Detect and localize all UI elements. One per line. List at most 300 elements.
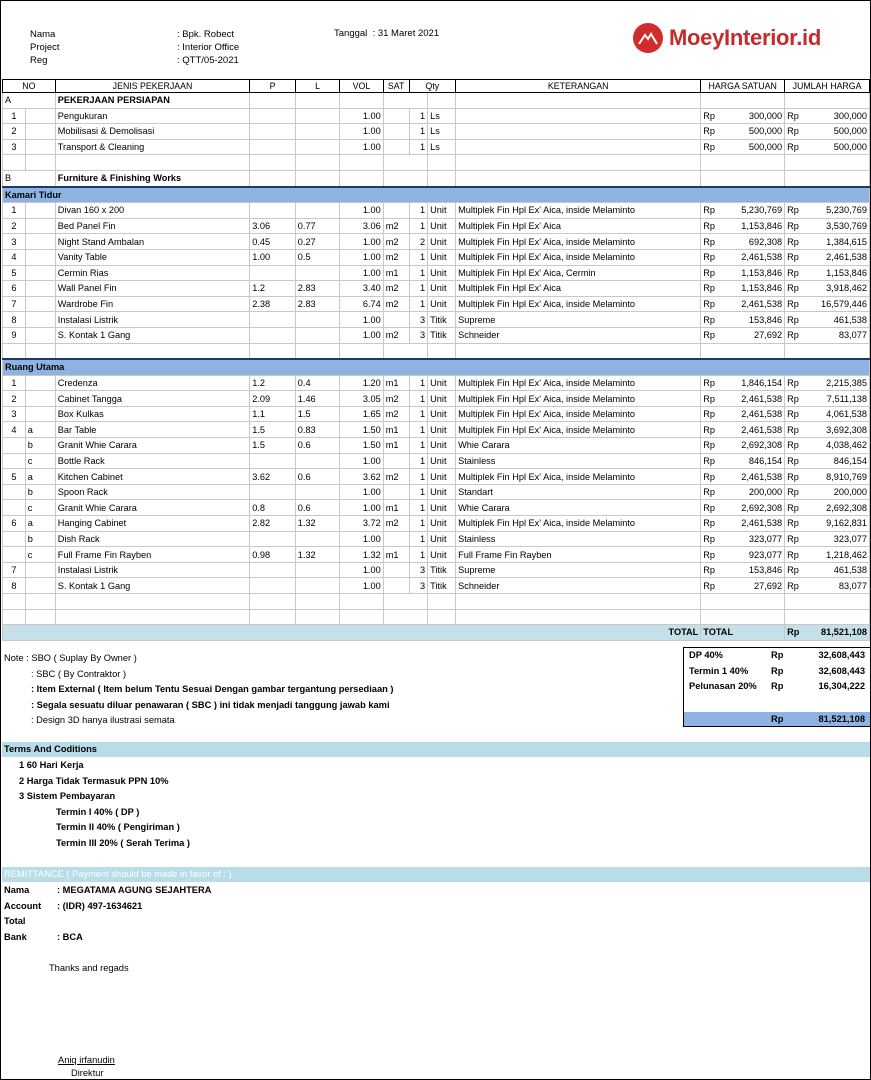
item-unit: Ls: [428, 124, 456, 140]
jumlah-harga-value: 500,000: [833, 142, 867, 153]
item-qty: 1: [409, 453, 428, 469]
harga-satuan-value: 2,461,538: [741, 299, 783, 310]
payment-schedule-box: [683, 647, 871, 727]
table-cell: [785, 170, 870, 186]
item-p: 3.06: [250, 218, 296, 234]
item-no: [3, 531, 26, 547]
item-p: 0.8: [250, 500, 296, 516]
item-l: [295, 139, 339, 155]
item-sub: [25, 391, 55, 407]
jumlah-harga-value: 1,218,462: [826, 549, 867, 560]
item-sub: [25, 139, 55, 155]
item-keterangan: Multiplek Fin Hpl Ex' Aica, inside Melaminto: [456, 234, 701, 250]
jumlah-harga-value: 9,162,831: [826, 518, 867, 529]
item-qty: 2: [409, 234, 428, 250]
item-harga-satuan: [701, 218, 785, 234]
remit-bank-value: : BCA: [57, 931, 83, 942]
payment-value: 32,608,443: [818, 665, 865, 676]
harga-satuan-value: 153,846: [748, 565, 783, 576]
item-sub: [25, 249, 55, 265]
item-sub: c: [25, 453, 55, 469]
payment-row: [684, 679, 870, 695]
currency: Rp: [787, 627, 800, 638]
item-sat: [383, 484, 409, 500]
item-desc: Cabinet Tangga: [55, 391, 250, 407]
harga-satuan-value: 5,230,769: [741, 205, 783, 216]
table-cell: [340, 594, 383, 610]
item-qty: 1: [409, 124, 428, 140]
item-jumlah-harga: [785, 438, 870, 454]
item-no: 2: [3, 218, 26, 234]
table-row: [3, 453, 870, 469]
item-unit: Unit: [428, 500, 456, 516]
item-sub: [25, 327, 55, 343]
item-sat: m2: [383, 296, 409, 312]
currency: Rp: [703, 565, 716, 576]
currency: Rp: [787, 377, 799, 388]
table-cell: [3, 609, 26, 625]
terms-subitem: Termin II 40% ( Pengiriman ): [56, 822, 180, 832]
item-keterangan: Stainless: [456, 453, 701, 469]
table-cell: [428, 343, 456, 359]
item-sat: [383, 108, 409, 124]
currency: Rp: [703, 283, 716, 294]
item-sat: m2: [383, 516, 409, 532]
item-desc: Mobilisasi & Demolisasi: [55, 124, 250, 140]
jumlah-harga-value: 2,461,538: [826, 252, 867, 263]
item-jumlah-harga: [785, 484, 870, 500]
item-sat: m1: [383, 375, 409, 391]
note-line: : Item External ( Item belum Tentu Sesuai Dengan gambar tergantung persediaan ): [31, 684, 394, 694]
payment-total-row: [684, 712, 870, 726]
total-label-2: TOTAL: [701, 625, 785, 641]
table-row: [3, 327, 870, 343]
item-no: 3: [3, 406, 26, 422]
harga-satuan-value: 2,461,538: [741, 393, 783, 404]
item-desc: Dish Rack: [55, 531, 250, 547]
jumlah-harga-value: 461,538: [833, 565, 867, 576]
brand-part-2: Interior.id: [724, 25, 821, 50]
payment-currency: Rp: [771, 665, 784, 676]
table-cell: [3, 594, 26, 610]
jumlah-harga-value: 7,511,138: [826, 393, 867, 404]
item-unit: Unit: [428, 406, 456, 422]
item-vol: 1.50: [340, 422, 383, 438]
currency: Rp: [787, 409, 799, 420]
item-harga-satuan: [701, 406, 785, 422]
item-jumlah-harga: [785, 281, 870, 297]
item-harga-satuan: [701, 562, 785, 578]
harga-satuan-value: 153,846: [748, 314, 783, 325]
item-jumlah-harga: [785, 249, 870, 265]
currency: Rp: [787, 283, 799, 294]
item-l: [295, 453, 339, 469]
item-jumlah-harga: [785, 453, 870, 469]
item-no: 6: [3, 281, 26, 297]
terms-item: 1 60 Hari Kerja: [19, 760, 84, 770]
item-qty: 1: [409, 391, 428, 407]
item-unit: Unit: [428, 218, 456, 234]
nama-label: Nama: [30, 29, 56, 40]
item-desc: Full Frame Fin Rayben: [55, 547, 250, 563]
item-sat: m1: [383, 265, 409, 281]
item-l: [295, 327, 339, 343]
table-cell: [250, 155, 296, 171]
item-harga-satuan: [701, 249, 785, 265]
item-vol: 1.00: [340, 234, 383, 250]
item-p: 0.45: [250, 234, 296, 250]
payment-label: Pelunasan 20%: [689, 681, 757, 691]
table-row: [3, 249, 870, 265]
item-unit: Unit: [428, 249, 456, 265]
item-keterangan: Multiplek Fin Hpl Ex' Aica, inside Melaminto: [456, 406, 701, 422]
item-no: 2: [3, 124, 26, 140]
item-sat: m2: [383, 469, 409, 485]
table-row: [3, 547, 870, 563]
item-sub: c: [25, 500, 55, 516]
payment-label: DP 40%: [689, 650, 723, 660]
table-row: [3, 391, 870, 407]
harga-satuan-value: 300,000: [748, 110, 783, 121]
item-desc: Instalasi Listrik: [55, 312, 250, 328]
table-cell: [428, 155, 456, 171]
item-l: [295, 578, 339, 594]
item-vol: 1.00: [340, 108, 383, 124]
item-harga-satuan: [701, 312, 785, 328]
item-harga-satuan: [701, 203, 785, 219]
note-line: : Segala sesuatu diluar penawaran ( SBC ) ini tidak menjadi tanggung jawab kami: [31, 699, 390, 710]
item-p: 2.09: [250, 391, 296, 407]
item-sat: m2: [383, 249, 409, 265]
item-sat: [383, 453, 409, 469]
currency: Rp: [703, 142, 716, 153]
item-sub: [25, 562, 55, 578]
table-header-row: [3, 80, 870, 93]
jumlah-harga-value: 300,000: [833, 110, 867, 121]
item-qty: 1: [409, 500, 428, 516]
item-jumlah-harga: [785, 469, 870, 485]
currency: Rp: [703, 409, 716, 420]
item-no: 6: [3, 516, 26, 532]
column-header: HARGA SATUAN: [701, 80, 785, 93]
table-cell: [383, 170, 427, 186]
item-qty: 1: [409, 469, 428, 485]
date-block: [334, 28, 439, 39]
currency: Rp: [787, 221, 799, 232]
harga-satuan-value: 323,077: [748, 533, 783, 544]
table-row: [3, 139, 870, 155]
item-sub: b: [25, 531, 55, 547]
item-vol: 1.65: [340, 406, 383, 422]
item-p: [250, 531, 296, 547]
payment-row: [684, 664, 870, 680]
item-desc: Bar Table: [55, 422, 250, 438]
item-keterangan: Stainless: [456, 531, 701, 547]
table-cell: [3, 343, 26, 359]
item-keterangan: Whie Carara: [456, 438, 701, 454]
item-desc: Divan 160 x 200: [55, 203, 250, 219]
table-cell: [340, 155, 383, 171]
item-no: 7: [3, 562, 26, 578]
table-cell: [295, 343, 339, 359]
item-qty: 3: [409, 562, 428, 578]
remit-nama-value: : MEGATAMA AGUNG SEJAHTERA: [57, 885, 212, 895]
item-keterangan: Multiplek Fin Hpl Ex' Aica, inside Melaminto: [456, 296, 701, 312]
nama-value: : Bpk. Robect: [177, 29, 235, 40]
item-unit: Unit: [428, 453, 456, 469]
item-sat: [383, 562, 409, 578]
table-cell: [701, 170, 785, 186]
item-p: [250, 578, 296, 594]
table-cell: [25, 609, 55, 625]
room-header-row: [3, 187, 870, 203]
currency: Rp: [703, 471, 716, 482]
currency: Rp: [703, 549, 716, 560]
table-cell: [340, 343, 383, 359]
item-sub: [25, 203, 55, 219]
item-jumlah-harga: [785, 500, 870, 516]
harga-satuan-value: 27,692: [753, 330, 783, 341]
currency: Rp: [787, 330, 799, 341]
item-sat: m2: [383, 327, 409, 343]
jumlah-harga-value: 1,384,615: [826, 236, 867, 247]
blank-row: [3, 155, 870, 171]
currency: Rp: [703, 299, 716, 310]
item-jumlah-harga: [785, 312, 870, 328]
item-keterangan: Multiplek Fin Hpl Ex' Aica, inside Melaminto: [456, 516, 701, 532]
currency: Rp: [703, 236, 716, 247]
item-unit: Unit: [428, 391, 456, 407]
column-header: JENIS PEKERJAAN: [55, 80, 250, 93]
table-row: [3, 578, 870, 594]
item-qty: 1: [409, 484, 428, 500]
section-letter: A: [3, 93, 56, 109]
item-p: [250, 484, 296, 500]
table-row: [3, 281, 870, 297]
item-jumlah-harga: [785, 375, 870, 391]
item-l: 1.46: [295, 391, 339, 407]
item-sub: [25, 265, 55, 281]
item-qty: 1: [409, 406, 428, 422]
item-vol: 1.00: [340, 124, 383, 140]
item-unit: Unit: [428, 234, 456, 250]
table-cell: [701, 155, 785, 171]
column-header: L: [295, 80, 339, 93]
item-harga-satuan: [701, 281, 785, 297]
currency: Rp: [703, 110, 716, 121]
currency: Rp: [703, 533, 716, 544]
item-sat: m2: [383, 218, 409, 234]
currency: Rp: [787, 487, 799, 498]
item-p: [250, 108, 296, 124]
item-harga-satuan: [701, 265, 785, 281]
item-vol: 1.00: [340, 139, 383, 155]
client-info: [30, 28, 239, 67]
item-keterangan: [456, 124, 701, 140]
currency: Rp: [787, 110, 799, 121]
item-keterangan: Schneider: [456, 578, 701, 594]
item-qty: 1: [409, 547, 428, 563]
closing-thanks: Thanks and regads: [49, 963, 129, 973]
item-desc: Cermin Rias: [55, 265, 250, 281]
jumlah-harga-value: 4,061,538: [826, 409, 867, 420]
item-qty: 3: [409, 578, 428, 594]
item-l: [295, 312, 339, 328]
brand-part-1: Moey: [669, 25, 725, 50]
item-l: 0.5: [295, 249, 339, 265]
currency: Rp: [787, 142, 799, 153]
item-sub: [25, 312, 55, 328]
item-l: [295, 124, 339, 140]
item-p: [250, 203, 296, 219]
table-cell: [250, 609, 296, 625]
remit-account-value: : (IDR) 497-1634621: [57, 900, 143, 911]
jumlah-harga-value: 200,000: [833, 487, 867, 498]
table-row: [3, 406, 870, 422]
terms-list: [4, 758, 190, 851]
item-no: 5: [3, 469, 26, 485]
item-no: 4: [3, 422, 26, 438]
item-unit: Unit: [428, 203, 456, 219]
currency: Rp: [703, 518, 716, 529]
brand-name: [669, 25, 821, 51]
currency: Rp: [703, 330, 716, 341]
table-cell: [340, 609, 383, 625]
harga-satuan-value: 1,153,846: [741, 267, 783, 278]
item-vol: 3.05: [340, 391, 383, 407]
harga-satuan-value: 2,461,538: [741, 518, 783, 529]
item-sub: [25, 218, 55, 234]
item-keterangan: [456, 108, 701, 124]
item-unit: Unit: [428, 265, 456, 281]
terms-title: Terms And Coditions: [4, 744, 97, 754]
harga-satuan-value: 2,461,538: [741, 471, 783, 482]
item-vol: 1.00: [340, 265, 383, 281]
item-keterangan: Multiplek Fin Hpl Ex' Aica, inside Melaminto: [456, 391, 701, 407]
currency: Rp: [787, 393, 799, 404]
item-jumlah-harga: [785, 516, 870, 532]
item-desc: S. Kontak 1 Gang: [55, 327, 250, 343]
payment-total-currency: Rp: [771, 714, 784, 724]
item-keterangan: Multiplek Fin Hpl Ex' Aica, Cermin: [456, 265, 701, 281]
table-row: [3, 124, 870, 140]
item-desc: Hanging Cabinet: [55, 516, 250, 532]
item-jumlah-harga: [785, 531, 870, 547]
item-vol: 3.40: [340, 281, 383, 297]
table-cell: [383, 155, 427, 171]
item-p: 0.98: [250, 547, 296, 563]
item-harga-satuan: [701, 391, 785, 407]
item-sat: [383, 203, 409, 219]
item-sub: a: [25, 422, 55, 438]
currency: Rp: [787, 205, 799, 216]
table-row: [3, 108, 870, 124]
item-harga-satuan: [701, 234, 785, 250]
item-jumlah-harga: [785, 391, 870, 407]
item-keterangan: Supreme: [456, 312, 701, 328]
table-cell: [383, 343, 427, 359]
harga-satuan-value: 1,153,846: [741, 283, 783, 294]
payment-currency: Rp: [771, 681, 784, 691]
currency: Rp: [703, 393, 716, 404]
table-cell: [785, 609, 870, 625]
currency: Rp: [787, 549, 799, 560]
table-cell: [340, 93, 383, 109]
room-title: Kamari Tidur: [3, 187, 870, 203]
currency: Rp: [703, 580, 716, 591]
notes-section: [4, 651, 393, 729]
currency: Rp: [787, 502, 799, 513]
currency: Rp: [703, 440, 716, 451]
item-keterangan: Multiplek Fin Hpl Ex' Aica, inside Melaminto: [456, 375, 701, 391]
item-sub: a: [25, 469, 55, 485]
item-harga-satuan: [701, 516, 785, 532]
terms-subitem: Termin III 20% ( Serah Terima ): [56, 837, 190, 848]
harga-satuan-value: 27,692: [753, 580, 783, 591]
table-cell: [295, 93, 339, 109]
item-jumlah-harga: [785, 139, 870, 155]
table-cell: [456, 170, 701, 186]
item-unit: Unit: [428, 438, 456, 454]
item-qty: 1: [409, 516, 428, 532]
currency: Rp: [787, 440, 799, 451]
harga-satuan-value: 692,308: [748, 236, 783, 247]
item-l: 0.6: [295, 438, 339, 454]
currency: Rp: [787, 267, 799, 278]
company-logo: [633, 23, 821, 53]
table-cell: [55, 609, 250, 625]
item-no: 4: [3, 249, 26, 265]
payment-total-value: 81,521,108: [818, 714, 865, 724]
project-label: Project: [30, 42, 60, 53]
payment-row: [684, 648, 870, 664]
item-vol: 3.06: [340, 218, 383, 234]
item-sub: a: [25, 516, 55, 532]
table-cell: [701, 93, 785, 109]
table-cell: [25, 343, 55, 359]
item-vol: 1.00: [340, 249, 383, 265]
table-cell: [295, 609, 339, 625]
item-harga-satuan: [701, 422, 785, 438]
item-no: 8: [3, 312, 26, 328]
item-keterangan: Full Frame Fin Rayben: [456, 547, 701, 563]
item-p: 1.5: [250, 438, 296, 454]
table-cell: [25, 155, 55, 171]
item-sat: m2: [383, 406, 409, 422]
currency: Rp: [703, 205, 716, 216]
currency: Rp: [787, 424, 799, 435]
item-l: [295, 531, 339, 547]
item-desc: Night Stand Ambalan: [55, 234, 250, 250]
table-row: [3, 484, 870, 500]
item-l: 0.4: [295, 375, 339, 391]
table-cell: [250, 343, 296, 359]
item-sat: m2: [383, 391, 409, 407]
item-unit: Unit: [428, 547, 456, 563]
item-p: 1.5: [250, 422, 296, 438]
item-jumlah-harga: [785, 422, 870, 438]
harga-satuan-value: 500,000: [748, 126, 783, 137]
currency: Rp: [703, 377, 716, 388]
currency: Rp: [787, 314, 799, 325]
item-p: 3.62: [250, 469, 296, 485]
item-desc: Spoon Rack: [55, 484, 250, 500]
blank-row: [3, 343, 870, 359]
column-header: NO: [3, 80, 56, 93]
item-qty: 1: [409, 108, 428, 124]
jumlah-harga-value: 4,038,462: [826, 440, 867, 451]
item-sub: [25, 108, 55, 124]
